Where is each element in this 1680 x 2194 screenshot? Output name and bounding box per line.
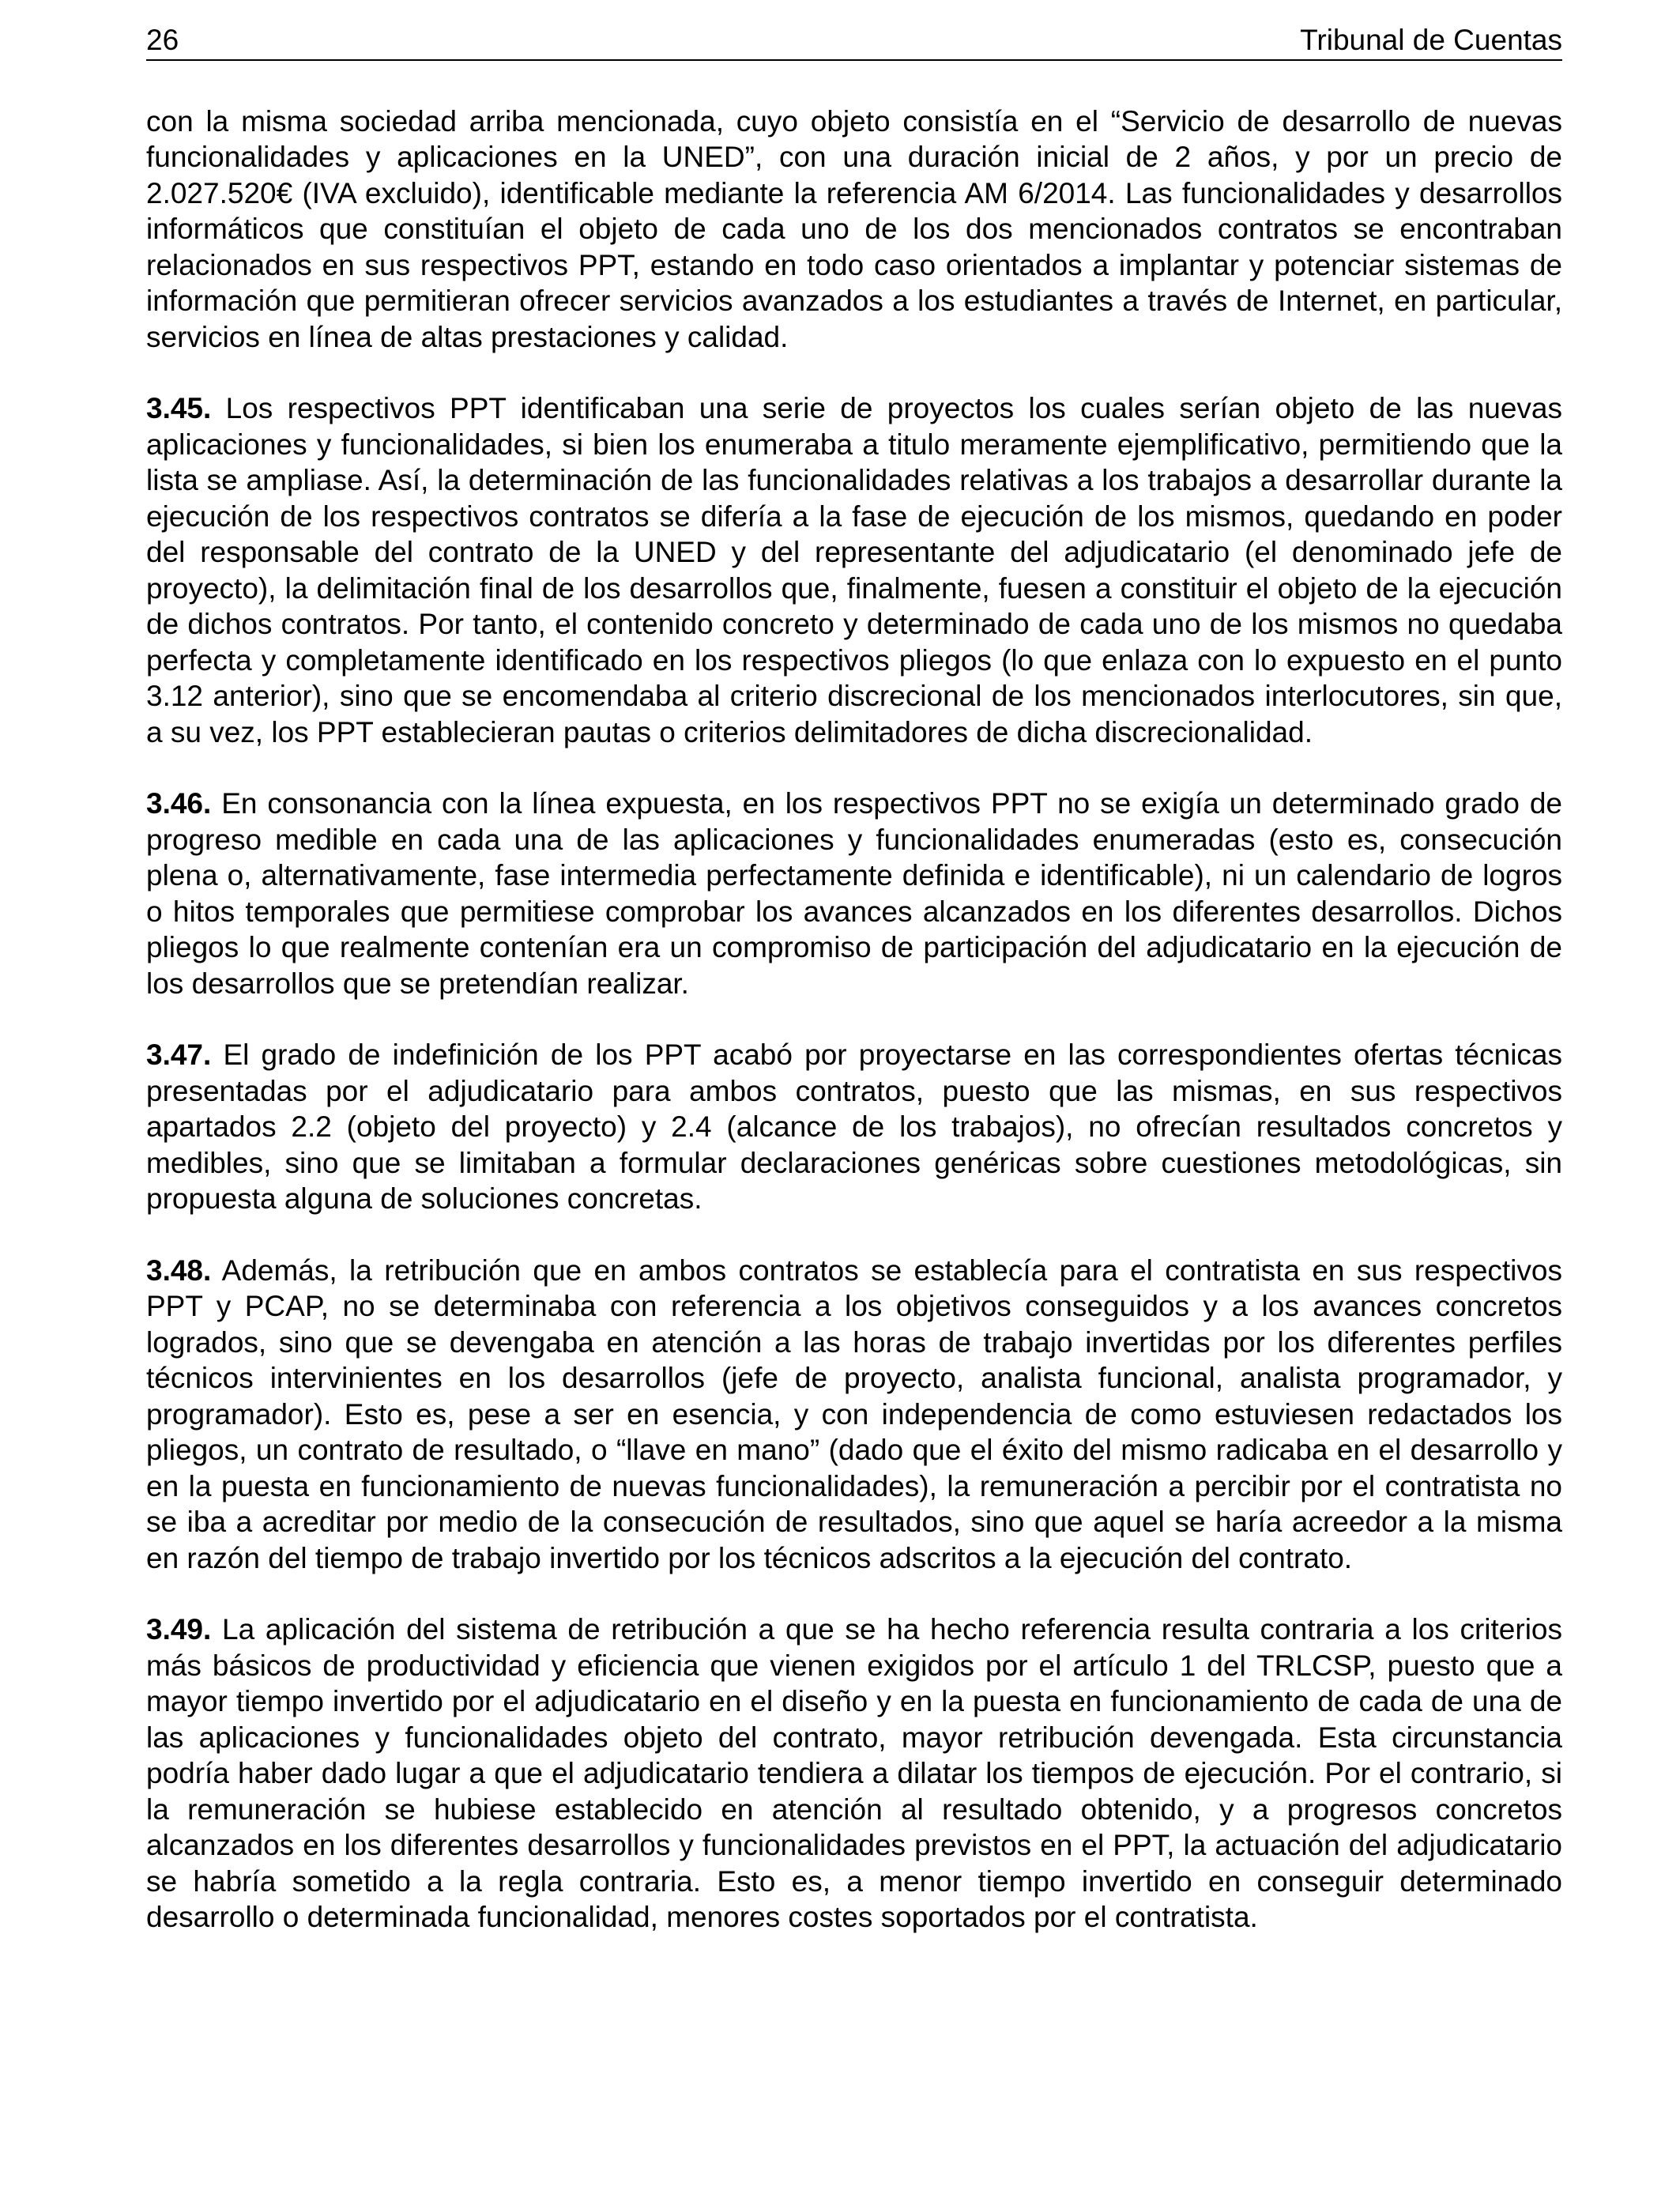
paragraph-text: La aplicación del sistema de retribución a que se ha hecho referencia resulta contraria a los criterios más básicos de productividad y eficiencia que vienen exigidos por el artículo 1 del TRLCSP, puesto que a mayor tiempo invertido por el adjudicatario en el diseño y en la puesta en funcionamiento de cada de una de las aplicaciones y funcionalidades objeto del contrato, mayor retribución devengada. Esta circunstancia podría haber dado lugar a que el adjudicatario tendiera a dilatar los tiempos de ejecución. Por el contrario, si la remuneración se hubiese establecido en atención al resultado obtenido, y a progresos concretos alcanzados en los diferentes desarrollos y funcionalidades previstos en el PPT, la actuación del adjudicatario se habría sometido a la regla contraria. Esto es, a menor tiempo invertido en conseguir determinado desarrollo o determinada funcionalidad, menores costes soportados por el contratista. [146, 1613, 1562, 1934]
document-body [146, 104, 1562, 1936]
paragraph-3-47 [146, 1037, 1562, 1217]
paragraph-number: 3.49. [146, 1613, 212, 1646]
paragraph-number: 3.45. [146, 392, 212, 425]
paragraph-number: 3.46. [146, 787, 212, 820]
page-header [146, 24, 1562, 61]
paragraph-text: En consonancia con la línea expuesta, en los respectivos PPT no se exigía un determinado grado de progreso medible en cada una de las aplicaciones y funcionalidades enumeradas (esto es, consecución plena o, alternativamente, fase intermedia perfectamente definida e identificable), ni un calendario de logros o hitos temporales que permitiese comprobar los avances alcanzados en los diferentes desarrollos. Dichos pliegos lo que realmente contenían era un compromiso de participación del adjudicatario en la ejecución de los desarrollos que se pretendían realizar. [146, 787, 1562, 1000]
paragraph-3-46 [146, 786, 1562, 1001]
paragraph-text: con la misma sociedad arriba mencionada, cuyo objeto consistía en el “Servicio de desarrollo de nuevas funcionalidades y aplicaciones en la UNED”, con una duración inicial de 2 años, y por un precio de 2.027.520€ (IVA excluido), identificable mediante la referencia AM 6/2014. Las funcionalidades y desarrollos informáticos que constituían el objeto de cada uno de los dos mencionados contratos se encontraban relacionados en sus respectivos PPT, estando en todo caso orientados a implantar y potenciar sistemas de información que permitieran ofrecer servicios avanzados a los estudiantes a través de Internet, en particular, servicios en línea de altas prestaciones y calidad. [146, 104, 1562, 353]
paragraph-number: 3.48. [146, 1253, 212, 1287]
paragraph-3-45 [146, 390, 1562, 750]
paragraph-text: Los respectivos PPT identificaban una serie de proyectos los cuales serían objeto de las nuevas aplicaciones y funcionalidades, si bien los enumeraba a titulo meramente ejemplificativo, permitiendo que la lista se ampliase. Así, la determinación de las funcionalidades relativas a los trabajos a desarrollar durante la ejecución de los respectivos contratos se difería a la fase de ejecución de los mismos, quedando en poder del responsable del contrato de la UNED y del representante del adjudicatario (el denominado jefe de proyecto), la delimitación final de los desarrollos que, finalmente, fuesen a constituir el objeto de la ejecución de dichos contratos. Por tanto, el contenido concreto y determinado de cada uno de los mismos no quedaba perfecta y completamente identificado en los respectivos pliegos (lo que enlaza con lo expuesto en el punto 3.12 anterior), sino que se encomendaba al criterio discrecional de los mencionados interlocutores, sin que, a su vez, los PPT establecieran pautas o criterios delimitadores de dicha discrecionalidad. [146, 392, 1563, 748]
paragraph-3-49 [146, 1612, 1562, 1936]
paragraph-continuation [146, 104, 1562, 356]
paragraph-number: 3.47. [146, 1039, 212, 1072]
document-page [146, 24, 1562, 1971]
paragraph-3-48 [146, 1253, 1562, 1577]
publisher-name: Tribunal de Cuentas [1300, 24, 1562, 56]
paragraph-text: Además, la retribución que en ambos contratos se establecía para el contratista en sus respectivos PPT y PCAP, no se determinaba con referencia a los objetivos conseguidos y a los avances concretos logrados, sino que se devengaba en atención a las horas de trabajo invertidas por los diferentes perfiles técnicos intervinientes en los desarrollos (jefe de proyecto, analista funcional, analista programador, y programador). Esto es, pese a ser en esencia, y con independencia de como estuviesen redactados los pliegos, un contrato de resultado, o “llave en mano” (dado que el éxito del mismo radicaba en el desarrollo y en la puesta en funcionamiento de nuevas funcionalidades), la remuneración a percibir por el contratista no se iba a acreditar por medio de la consecución de resultados, sino que aquel se haría acreedor a la misma en razón del tiempo de trabajo invertido por los técnicos adscritos a la ejecución del contrato. [146, 1253, 1562, 1574]
page-number: 26 [146, 24, 179, 56]
paragraph-text: El grado de indefinición de los PPT acabó por proyectarse en las correspondientes ofertas técnicas presentadas por el adjudicatario para ambos contratos, puesto que las mismas, en sus respectivos apartados 2.2 (objeto del proyecto) y 2.4 (alcance de los trabajos), no ofrecían resultados concretos y medibles, sino que se limitaban a formular declaraciones genéricas sobre cuestiones metodológicas, sin propuesta alguna de soluciones concretas. [146, 1039, 1563, 1216]
